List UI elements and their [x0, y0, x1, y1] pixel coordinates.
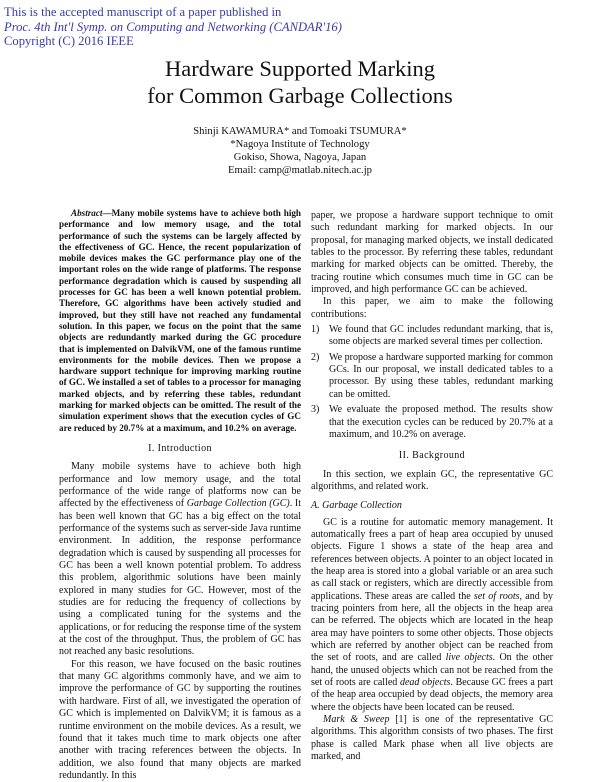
background-paragraph-2 [311, 517, 553, 715]
contribution-item [311, 352, 553, 401]
notice-line-1: This is the accepted manuscript of a paper published in [4, 5, 282, 19]
bg-p2-text-a: GC is a routine for automatic memory management. It automatically frees a part of heap area occupied by unused objects. Figure 1 shows a state of the heap area and references between objects. A pointer to an object located in the heap area is stored into a global variable or an area such as call stack or registers, which are directly accessible from applications. These areas are called the [311, 516, 553, 602]
abstract-label: Abstract [71, 208, 103, 218]
contribution-list [311, 324, 553, 441]
bg-p2-text-b: , and by tracing pointers from here, all the objects in the heap area can be referred. The objects which are located in the heap area may have pointers to some other objects. Those objects which are referred by another object can be reached from the set of roots, and are called [311, 590, 553, 664]
author-names: Shinji KAWAMURA* and Tomoaki TSUMURA* [193, 126, 407, 137]
contribution-number: 3) [311, 404, 320, 416]
title-line-1: Hardware Supported Marking [165, 56, 435, 81]
contribution-item [311, 404, 553, 441]
contribution-text: We evaluate the proposed method. The results show that the execution cycles can be reduced by 20.7% at a maximum, and 10.2% on average. [329, 404, 553, 440]
abstract-dash: — [102, 208, 112, 218]
contribution-text: We propose a hardware supported marking for common GCs. In our proposal, we install dedicated tables to a processor. By using these tables, redundant marking can be omitted. [329, 351, 553, 400]
intro-p1-text-b: . It has been well known that GC has a big effect on the total performance of the systems such as server-side Java runtime environment. In addition, the response performance degradation which is caused by suspending all processes for GC has been a well known potential problem. To address this problem, algorithmic solutions have been mainly explored in many studies for GC. However, most of the studies are for reducing the frequency of collections by using a complicated tuning for the systems and the applications, or for reducing the response time of the system at the cost of the throughput. Thus, the problem of GC has not reached any basic resolutions. [59, 498, 302, 658]
bg-p2-text-c: . On the other hand, the unused objects which can not be reached from the set of roots are called [311, 652, 553, 689]
intro-paragraph-3: paper, we propose a hardware support technique to omit such redundant marking for marked objects. In our proposal, for managing marked objects, we install dedicated tables to the processor. By referring these tables, redundant marking for marked objects can be omitted. Thereby, the tracing routine which consumes much time in GC can be improved, and high performance GC can be achieved. [311, 210, 553, 296]
publication-notice [4, 5, 424, 49]
section-heading-introduction: I. Introduction [148, 442, 212, 454]
contribution-text: We found that GC includes redundant marking, that is, some objects are marked several times per collection. [329, 324, 553, 348]
paper-title [0, 55, 600, 109]
bg-p2-text-d: . Because GC frees a part of the heap area occupied by dead objects, the memory area where the objects have been located can be reused. [311, 677, 553, 713]
author-affiliation: *Nagoya Institute of Technology [230, 139, 370, 150]
bg-p3-text: [1] is one of the representative GC algorithms. This algorithm consists of two phases. The first phase is called Mark phase when all live objects are marked, and [311, 714, 553, 763]
contribution-number: 2) [311, 351, 320, 363]
intro-p1-emphasis: Garbage Collection (GC) [186, 498, 290, 510]
notice-line-2 [4, 20, 424, 35]
section-heading-background: II. Background [398, 450, 466, 462]
right-column [311, 210, 553, 763]
contribution-number: 1) [311, 324, 320, 336]
term-set-of-roots: set of roots [473, 590, 520, 602]
abstract [59, 208, 301, 434]
intro-paragraph-2: For this reason, we have focused on the basic routines that many GC algorithms commonly have, and we aim to improve the performance of GC by supporting the routines with hardware. First of all, we investigated the operation of GC which is implemented on DalvikVM; it is famous as a runtime environment on the mobile devices. As a result, we found that it takes much time to mark objects one after another with tracing references between the objects. In addition, we also found that many objects are marked redundantly. In this [59, 658, 301, 781]
intro-paragraph-4: In this paper, we aim to make the following contributions: [311, 296, 553, 320]
background-paragraph-3 [311, 714, 553, 763]
author-address: Gokiso, Showa, Nagoya, Japan [233, 152, 367, 163]
intro-paragraph-1 [59, 461, 301, 659]
term-dead-objects: dead objects [399, 677, 451, 689]
subsection-heading-garbage-collection: A. Garbage Collection [311, 500, 402, 512]
background-paragraph-1: In this section, we explain GC, the representative GC algorithms, and related work. [311, 468, 553, 492]
term-mark-and-sweep: Mark & Sweep [323, 714, 390, 726]
left-column [59, 208, 301, 782]
author-block [0, 125, 600, 177]
author-email: Email: camp@matlab.nitech.ac.jp [228, 165, 372, 176]
contribution-item [311, 324, 553, 349]
notice-venue: Proc. 4th Int'l Symp. on Computing and Networking (CANDAR'16) [4, 19, 342, 34]
term-live-objects: live objects [445, 652, 493, 664]
notice-line-3: Copyright (C) 2016 IEEE [4, 34, 134, 48]
title-line-2: for Common Garbage Collections [147, 83, 453, 108]
abstract-text: Many mobile systems have to achieve both high performance and low memory usage, and the total performance of such the systems can be largely affected by the effectiveness of GC. Hence, the recent popularization of mobile devices makes the GC performance play one of the important roles on the wide range of platforms. The response performance degradation which is caused by suspending all processes for GC has been a well known potential problem. Therefore, GC algorithms have been actively studied and improved, but they still have not reached any fundamental solution. In this paper, we focus on the point that the same objects are redundantly marked during the GC procedure that is implemented on DalvikVM, one of the famous runtime environments for the mobile devices. Then we propose a hardware support technique for improving marking routine of GC. We installed a set of tables to a processor for managing marked objects, and by referring these tables, redundant marking for marked objects can be omitted. The result of the simulation experiment shows that the execution cycles of GC are reduced by 20.7% at a maximum, and 10.2% on average. [59, 208, 301, 433]
intro-p1-text-a: Many mobile systems have to achieve both high performance and low memory usage, and the total performance of the wide range of platforms now can be affected by the effectiveness of [59, 461, 301, 510]
